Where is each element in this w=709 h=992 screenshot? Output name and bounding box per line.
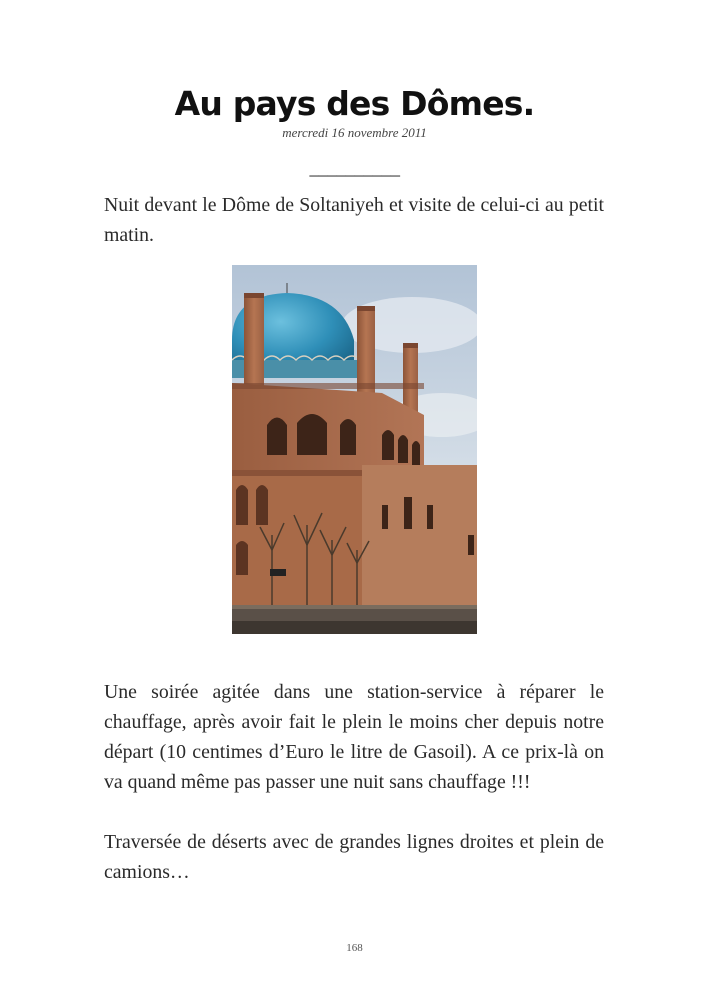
paragraph-intro: Nuit devant le Dôme de Soltaniyeh et visite de celui-ci au petit matin. [104,194,604,246]
dome-of-soltaniyeh-photo [232,265,477,634]
paragraph-deserts: Traversée de déserts avec de grandes lignes droites et plein de camions… [104,831,604,883]
post-date: mercredi 16 novembre 2011 [282,125,427,140]
page-number: 168 [346,942,363,954]
paragraph-station-service: Une soirée agitée dans une station-service à réparer le chauffage, après avoir fait le plein le moins cher depuis notre départ (10 centimes d’Euro le litre de Gasoil). A ce prix-là on va quand même pas passer une nuit sans chauffage !!! [104,681,604,793]
page-title: Au pays des Dômes. [174,84,535,123]
section-separator: __________ [309,158,400,179]
